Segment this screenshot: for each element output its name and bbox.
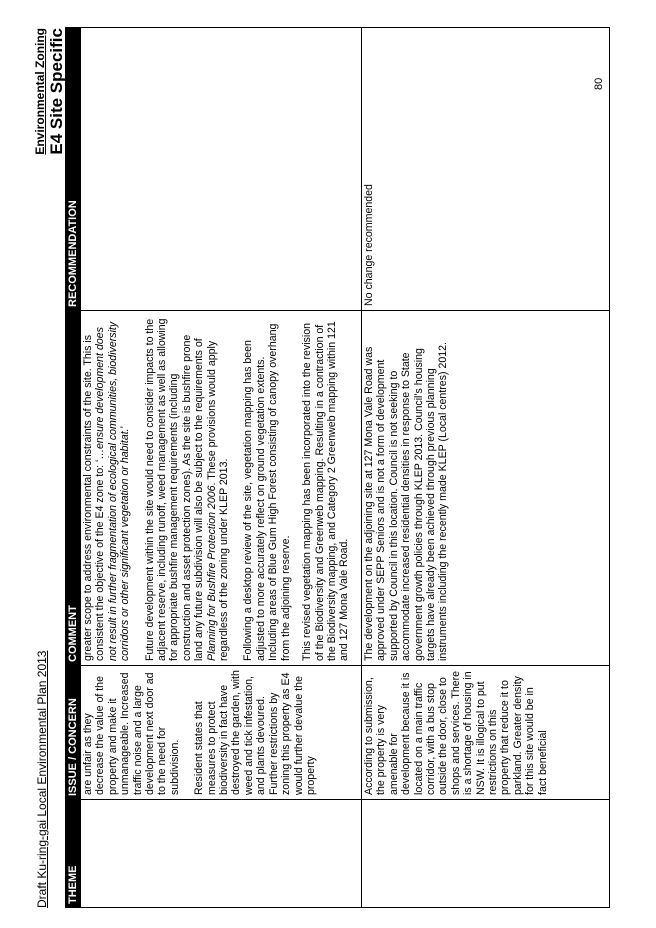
- table-row: [81, 28, 362, 908]
- comment-text: . These provisions would apply regardless of the zoning under KLEP 2013.: [205, 340, 231, 661]
- issue-paragraph: are unfair as they decrease the value of the property and make it unmanageable. Increased traffic noise and a large development next door ad to the need for subdivision.: [82, 672, 181, 795]
- header-comment: COMMENT: [66, 311, 81, 666]
- issue-cell: [81, 666, 362, 800]
- comment-cell: [81, 311, 362, 666]
- theme-cell: [81, 800, 362, 908]
- section-title: Environmental Zoning: [33, 28, 47, 155]
- table-header-row: [66, 28, 81, 908]
- recommendation-cell: [81, 28, 362, 311]
- page-number: 80: [593, 77, 605, 90]
- comment-text: ’: [119, 426, 132, 429]
- document-title: Draft Ku-ring-gai Local Environmental Plan 2013: [35, 650, 49, 908]
- comment-cell: The development on the adjoining site at 127 Mona Vale Road was approved under SEPP Seniors and is not a form of development supported by Council in this location. Council is not seeking to accommodate increased residential densities in response to State government growth policies through KLEP 2013. Council’s housing targets have already been achieved through previous planning instruments including the recently made KLEP (Local centres) 2012.: [362, 311, 610, 666]
- header-issue: ISSUE / CONCERN: [66, 666, 81, 800]
- theme-cell: [362, 800, 610, 908]
- comment-paragraph: [82, 315, 132, 661]
- submissions-table: [65, 27, 610, 908]
- comment-italic-text: ensure development does not result in further fragmentation of ecological communities, biodiversity corridors or other significant vegetation or habitat.: [94, 321, 132, 661]
- comment-italic-text: Planning for Bushfire Protection 2006: [205, 485, 218, 661]
- comment-paragraph: Following a desktop review of the site, vegetation mapping has been adjusted to more accurately reflect on ground vegetation extents. Including areas of Blue Gum High Forest consisting of canopy overhang from the adjoining reserve.: [242, 323, 292, 661]
- rotated-page: [15, 28, 610, 908]
- table-row: [362, 28, 610, 908]
- comment-text: Future development within the site would need to consider impacts to the adjacent reserve, including runoff, weed management as well as allowing for appropriate bushfire management requirements (including construction and asset protection zones). As the site is bushfire prone land any future subdivision will also be subject to the requirements of: [143, 318, 206, 661]
- issue-cell: According to submission, the property is very amenable for development because it is located on a main traffic corridor, with a bus stop outside the door, close to shops and services. There is a shortage of housing in NSW. It is illogical to put restrictions on this property that reduce it to parkland. Greater density for this site would be in fact beneficial: [362, 666, 610, 800]
- header-recommendation: RECOMMENDATION: [66, 28, 81, 311]
- header-theme: THEME: [66, 800, 81, 908]
- issue-paragraph: Resident states that measures to protect biodiversity in fact have destroyed the garden, with weed and tick infestation, and plants devoured. Further restrictions by zoning this property as E4 would further devalue the property: [193, 670, 317, 795]
- recommendation-cell: No change recommended: [362, 28, 610, 311]
- comment-paragraph: This revised vegetation mapping has been incorporated into the revision of the Biodiversity and Greenweb mapping. Resulting in a contraction of the Biodiversity mapping, and Category 2 Greenweb mapping within 121 and 127 Mona Vale Road.: [301, 321, 351, 661]
- comment-text: greater scope to address environmental constraints of the site. This is consistent the objective of the E4 zone to: ‘…: [82, 334, 107, 661]
- subsection-title: E4 Site Specific: [47, 28, 66, 155]
- comment-paragraph: [144, 315, 231, 661]
